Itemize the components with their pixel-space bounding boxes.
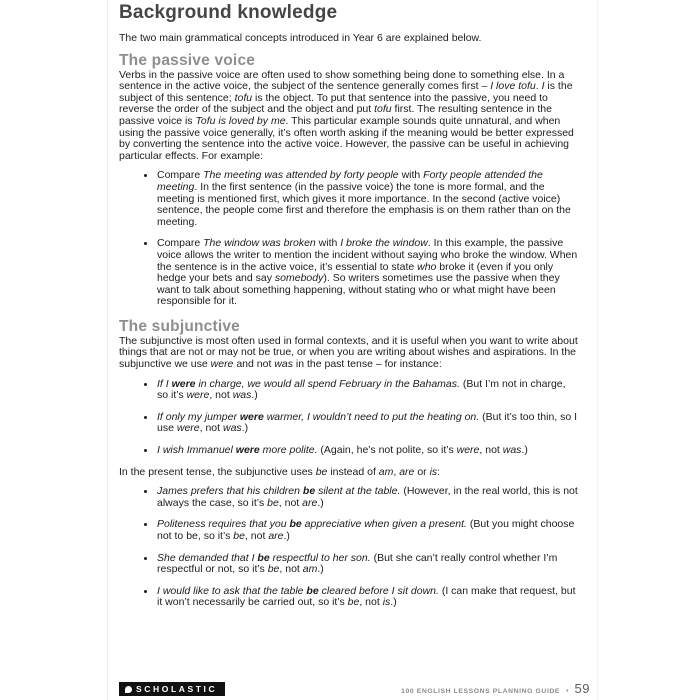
passive-voice-bullet-list [119, 170, 578, 308]
list-item: • Politeness requires that you be appreciative when given a present. (But you might choose not to be, so it’s be, not are.) [156, 519, 578, 542]
list-item: • James prefers that his children be silent at the table. (However, in the real world, this is not always the case, so it’s be, not are.) [156, 486, 578, 509]
page-footer [119, 681, 590, 696]
list-item: • I wish Immanuel were more polite. (Again, he’s not polite, so it’s were, not was.) [156, 445, 578, 457]
list-item: • If only my jumper were warmer, I wouldn’t need to put the heating on. (But it’s too thin, so I use were, not was.) [156, 412, 578, 435]
page-content [119, 2, 578, 619]
page-number: 59 [574, 681, 590, 696]
scholastic-logo-text: SCHOLASTIC [136, 684, 218, 694]
list-item: • I would like to ask that the table be cleared before I sit down. (I can make that request, but it won’t necessarily be carried out, so it’s be, not is.) [156, 586, 578, 609]
list-item: • Compare The meeting was attended by forty people with Forty people attended the meeting. In the first sentence (in the passive voice) the tone is more formal, and the meeting is mentioned first, which gives it more importance. In the second (active voice) sentence, the people come first and therefore the emphasis is on them rather than on the meeting. [156, 170, 578, 228]
list-item: • She demanded that I be respectful to her son. (But she can’t really control whether I’m respectful or not, so it’s be, not am.) [156, 553, 578, 576]
section-heading-passive-voice: The passive voice [119, 51, 256, 69]
subjunctive-past-bullet-list [119, 379, 578, 457]
list-item: • If I were in charge, we would all spend February in the Bahamas. (But I’m not in charge, so it’s were, not was.) [156, 379, 578, 402]
section-subjunctive [119, 318, 578, 609]
scholastic-logo-icon [125, 686, 132, 693]
page-title: Background knowledge [119, 2, 338, 23]
passive-voice-paragraph: Verbs in the passive voice are often used to show something being done to something else. In a sentence in the active voice, the subject of the sentence generally comes first – I love tofu. I is the subject of this sentence; tofu is the object. To put that sentence into the passive, you need to reverse the order of the subject and the object and put tofu first. The resulting sentence in the passive voice is Tofu is loved by me. This particular example sounds quite unnatural, and when using the passive voice generally, it’s often worth asking if the meaning would be better expressed by converting the sentence into the active voice. However, the passive can be useful in achieving particular effects. For example: [119, 68, 574, 162]
footer-meta [401, 681, 590, 696]
list-item: • Compare The window was broken with I broke the window. In this example, the passive voice allows the writer to mention the incident without saying who broke the window. When the sentence is in the active voice, it’s essential to state who broke it (even if you only hedge your bets and say somebody). So writers sometimes use the passive when they want to talk about something happening, without stating who or what might have been responsible for it. [156, 238, 578, 308]
intro-text: The two main grammatical concepts introduced in Year 6 are explained below. [119, 32, 482, 44]
footer-guide-text: 100 ENGLISH LESSONS PLANNING GUIDE [401, 688, 561, 695]
scholastic-logo [119, 682, 225, 696]
subjunctive-present-bullet-list [119, 486, 578, 609]
section-passive-voice [119, 52, 578, 308]
present-tense-intro: In the present tense, the subjunctive uses be instead of am, are or is: [119, 465, 441, 478]
subjunctive-paragraph: The subjunctive is most often used in formal contexts, and it is useful when you want to write about things that are not or may not be true, or when you are writing about wishes and aspirations. In the subjunctive we use were and not was in the past tense – for instance: [119, 334, 578, 371]
footer-separator: • [566, 688, 569, 695]
section-heading-subjunctive: The subjunctive [119, 317, 240, 335]
book-page [107, 0, 598, 700]
